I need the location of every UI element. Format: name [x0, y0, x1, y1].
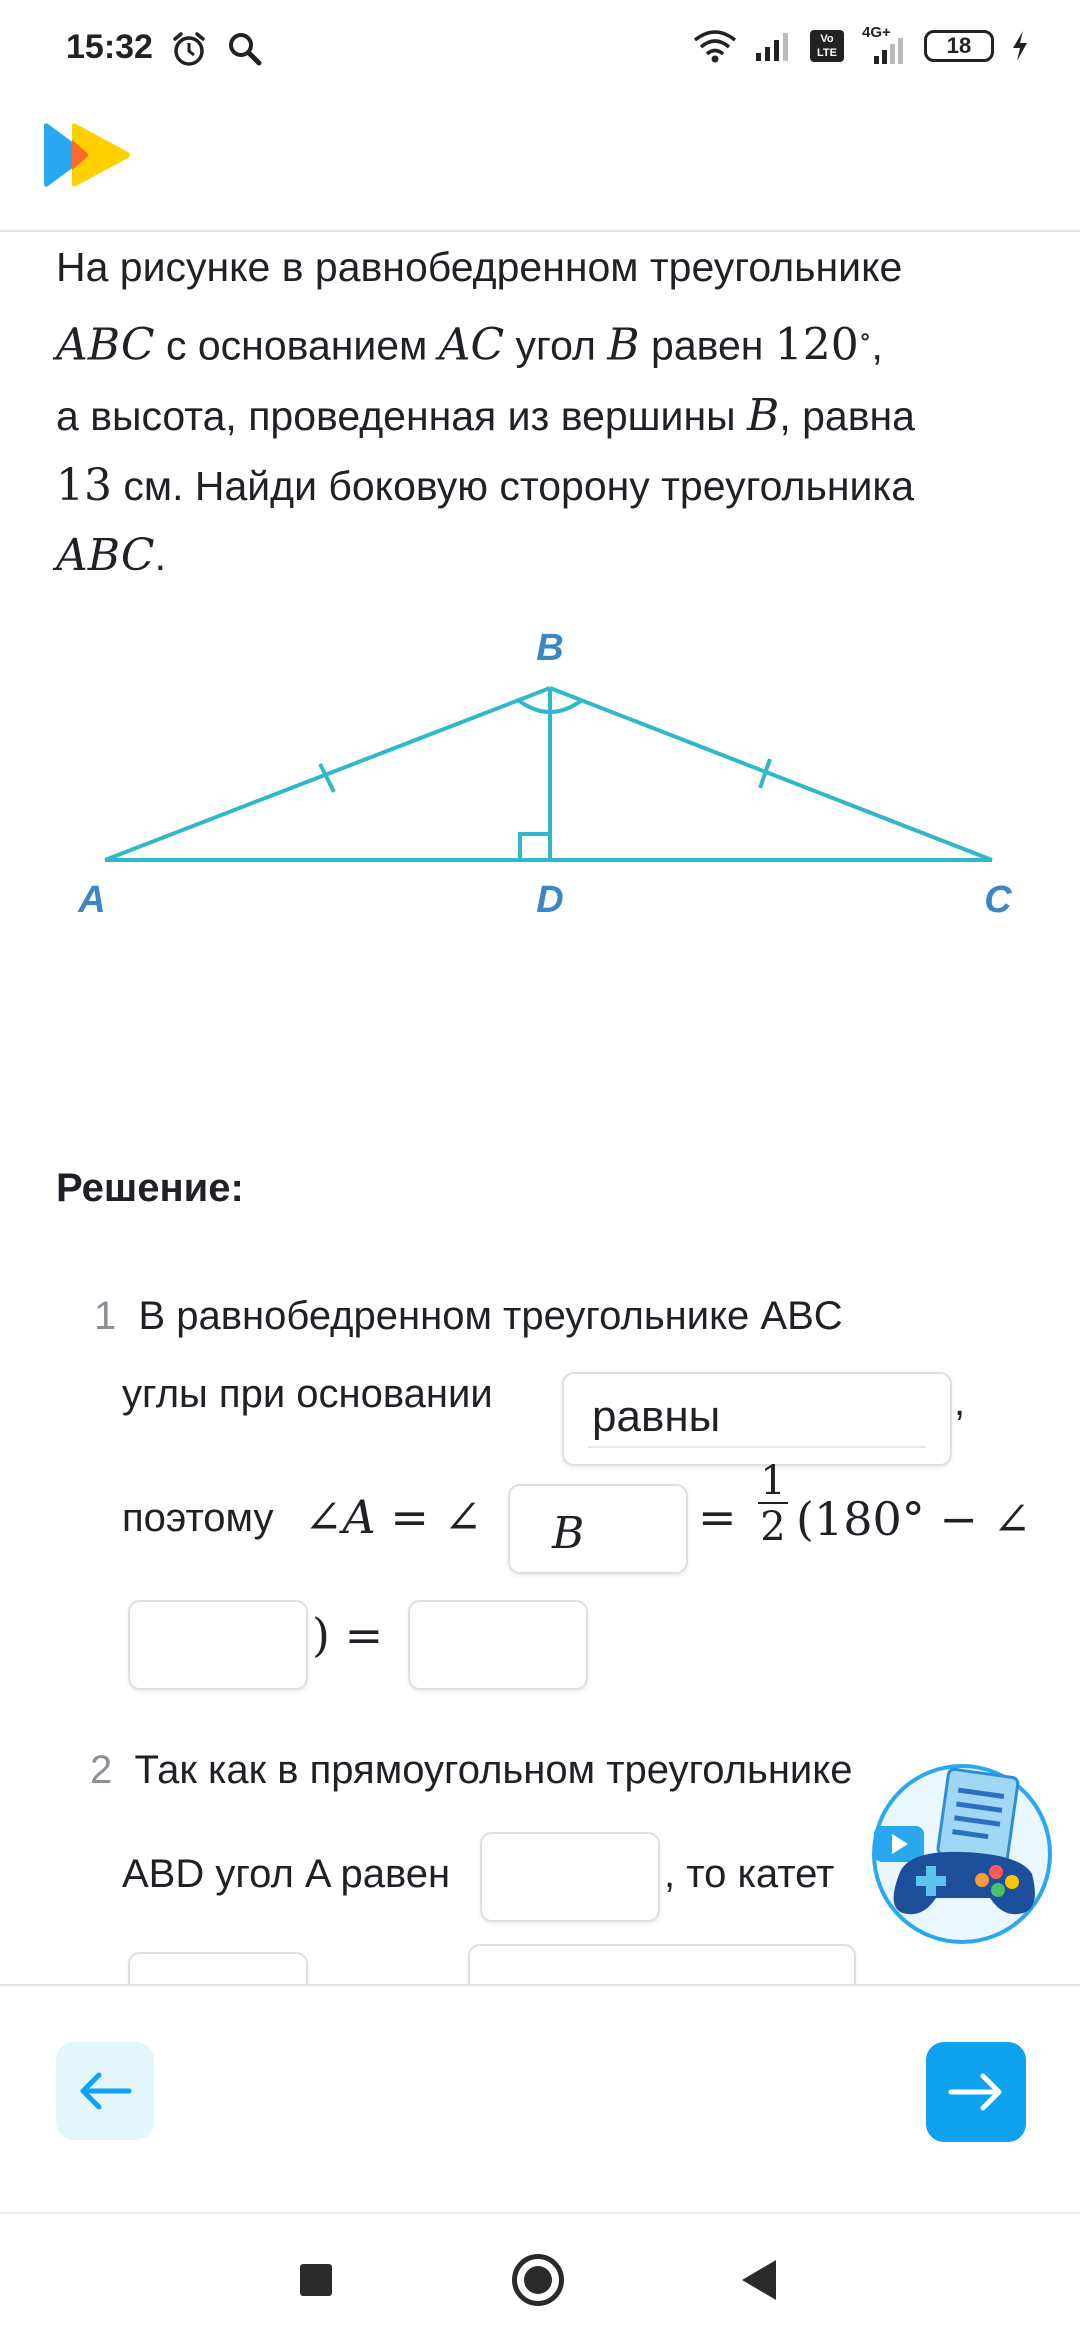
answer-box-angle-c[interactable] [508, 1484, 688, 1574]
math-paren-expression: (180° − ∠ [796, 1492, 1032, 1546]
math-angle-a-eq [304, 1490, 482, 1544]
problem-text: На рисунке в равнобедренном треугольнике [56, 244, 903, 290]
math-13: 13 [56, 459, 112, 511]
search-icon [226, 30, 264, 68]
problem-text: равен [639, 322, 775, 369]
math-b: B [746, 389, 780, 441]
problem-text: , [871, 322, 883, 369]
charging-icon [1010, 29, 1030, 63]
recent-apps-icon[interactable] [300, 2264, 332, 2296]
step-comma: , [954, 1380, 966, 1424]
answer-box-base-angles[interactable] [562, 1372, 952, 1466]
lesson-navigation-bar [0, 1984, 1080, 2212]
problem-line-1 [56, 232, 1036, 302]
problem-line-3 [56, 381, 1036, 451]
problem-text: а высота, проведенная из вершины [56, 392, 747, 439]
answer-box-angle-result[interactable] [408, 1600, 588, 1690]
game-mode-badge-icon[interactable] [870, 1762, 1054, 1946]
answer-value: B [552, 1508, 585, 1559]
problem-text: см. Найди боковую сторону треугольника [112, 462, 915, 509]
problem-statement [56, 232, 1036, 591]
problem-text: угол [504, 322, 608, 369]
point-label-d: D [536, 879, 564, 921]
math-expr: ∠A = ∠ [304, 1490, 483, 1544]
step-1-line-3: поэтому [122, 1496, 274, 1540]
volte-badge: Vo LTE [810, 30, 844, 62]
status-time: 15:32 [66, 28, 153, 66]
vertex-label-c: C [984, 879, 1012, 921]
answer-value: равны [592, 1392, 721, 1441]
math-b: B [607, 319, 640, 371]
step-2-line-2: ABD угол A равен [122, 1852, 451, 1896]
arrow-right-icon [947, 2072, 1005, 2112]
problem-line-4 [56, 451, 1036, 521]
wifi-icon [692, 28, 738, 64]
lesson-content[interactable] [0, 232, 1080, 1984]
system-navigation-bar [0, 2212, 1080, 2340]
status-bar [0, 0, 1080, 100]
math-equals: = [698, 1490, 737, 1544]
math-abc: ABC [56, 319, 155, 371]
step-number: 1 [94, 1294, 117, 1338]
vertex-label-a: A [78, 879, 106, 921]
fraction-one-half [758, 1458, 788, 1550]
battery-indicator [924, 30, 994, 62]
math-abc: ABC [56, 529, 155, 581]
step-2-line-2-end: , то катет [664, 1852, 835, 1896]
fraction-denominator: 2 [760, 1504, 786, 1550]
next-button[interactable] [926, 2042, 1026, 2142]
network-type-label: 4G+ [862, 24, 891, 41]
signal-icon [754, 29, 794, 63]
problem-line-2 [56, 302, 1036, 381]
alarm-icon [170, 30, 208, 68]
triangle-lines [105, 688, 992, 860]
problem-text: с основанием [154, 322, 439, 369]
math-close-paren: ) = [312, 1608, 384, 1662]
app-logo-icon [42, 122, 134, 188]
math-120: 120 [774, 319, 859, 371]
step-2-line-1 [90, 1748, 852, 1793]
home-icon[interactable] [512, 2254, 564, 2306]
back-triangle-icon[interactable] [742, 2260, 776, 2300]
triangle-figure [60, 602, 1020, 922]
battery-level: 18 [946, 33, 972, 58]
answer-box-angle-b[interactable] [128, 1600, 308, 1690]
step-text: В равнобедренном треугольнике ABC [138, 1294, 843, 1338]
math-ac: AC [438, 319, 505, 371]
answer-box-leg[interactable] [128, 1952, 308, 1984]
status-right-icons [692, 24, 1030, 64]
problem-text: , равна [779, 392, 915, 439]
fraction-numerator: 1 [760, 1458, 786, 1504]
signal-icon-2 [860, 36, 908, 72]
answer-box-leg-relation[interactable] [468, 1944, 856, 1984]
side-bc [550, 688, 992, 860]
app-header [0, 100, 1080, 232]
step-text: Так как в прямоугольном треугольнике [134, 1748, 853, 1792]
vertex-label-b: B [536, 627, 564, 669]
solution-title: Решение: [56, 1166, 244, 1210]
arrow-left-icon [77, 2071, 133, 2111]
problem-line-5 [56, 521, 1036, 591]
problem-text: . [154, 532, 166, 579]
previous-button[interactable] [56, 2042, 154, 2140]
network-4g [860, 24, 908, 64]
status-left-icons [170, 30, 264, 68]
math-degree: ∘ [858, 322, 872, 352]
step-1-line-1 [94, 1294, 843, 1339]
right-angle-mark [520, 834, 550, 860]
answer-box-angle-a[interactable] [480, 1832, 660, 1922]
step-1-line-2: углы при основании [122, 1372, 493, 1416]
step-number: 2 [90, 1748, 113, 1792]
answer-underline [588, 1446, 926, 1448]
side-ab [105, 688, 550, 860]
